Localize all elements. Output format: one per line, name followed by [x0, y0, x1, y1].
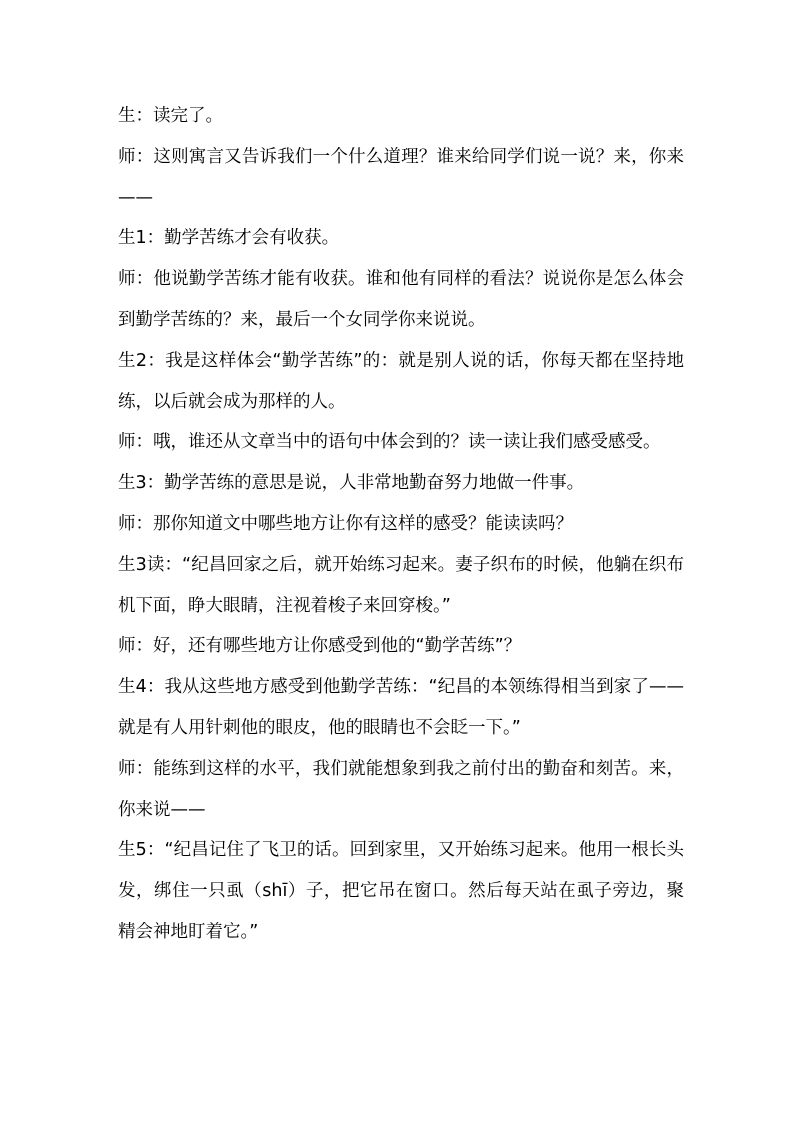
- paragraph-student-2: 生2：我是这样体会“勤学苦练”的：就是别人说的话，你每天都在坚持地练，以后就会成为那样的人。: [118, 350, 684, 412]
- paragraph-teacher-question: 师：这则寓言又告诉我们一个什么道理？谁来给同学们说一说？来，你来——: [118, 146, 684, 208]
- paragraph-student-4: 生4：我从这些地方感受到他勤学苦练：“纪昌的本领练得相当到家了——就是有人用针刺他的眼皮，他的眼睛也不会眨一下。”: [118, 677, 684, 738]
- paragraph-student-1: 生1：勤学苦练才会有收获。: [118, 228, 340, 249]
- paragraph-teacher-3: 师：哦，谁还从文章当中的语句中体会到的？读一读让我们感受感受。: [118, 432, 661, 453]
- paragraph-teacher-2: 师：他说勤学苦练才能有收获。谁和他有同样的看法？说说你是怎么体会到勤学苦练的？来，最后一个女同学你来说说。: [118, 269, 684, 330]
- paragraph-student-finished: 生：读完了。: [118, 106, 223, 126]
- paragraph-student-5: 生5：“纪昌记住了飞卫的话。回到家里，又开始练习起来。他用一根长头发，绑住一只虱（shī）子，把它吊在窗口。然后每天站在虱子旁边，聚精会神地盯着它。”: [118, 840, 684, 942]
- paragraph-teacher-4: 师：那你知道文中哪些地方让你有这样的感受？能读读吗？: [118, 513, 573, 534]
- paragraph-teacher-5: 师：好，还有哪些地方让你感受到他的“勤学苦练”？: [118, 636, 522, 657]
- paragraph-student-3: 生3：勤学苦练的意思是说，人非常地勤奋努力地做一件事。: [118, 473, 585, 494]
- paragraph-teacher-6: 师：能练到这样的水平，我们就能想象到我之前付出的勤奋和刻苦。来，你来说——: [118, 758, 684, 820]
- paragraph-student-3-reads: 生3读：“纪昌回家之后，就开始练习起来。妻子织布的时候，他躺在织布机下面，睁大眼睛，注视着梭子来回穿梭。”: [118, 554, 684, 616]
- transcript-body: [118, 96, 684, 953]
